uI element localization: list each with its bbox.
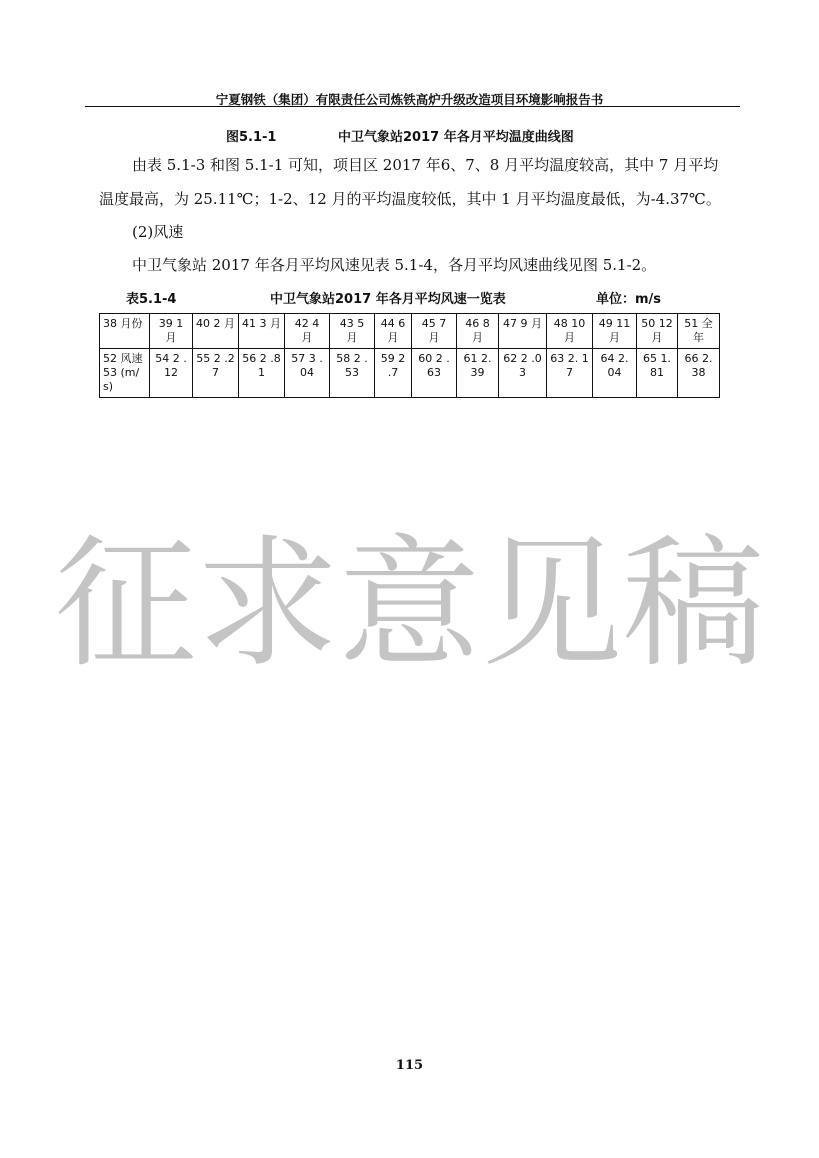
table-cell: 52 风速 53 (m/s) [100, 349, 150, 398]
section-heading: (2)风速 [132, 223, 184, 241]
wind-speed-table [99, 313, 720, 398]
table-cell: 58 2 .53 [330, 349, 375, 398]
table-cell: 44 6 月 [375, 314, 412, 349]
figure-label: 图5.1-1 [226, 130, 277, 145]
table-cell: 59 2 .7 [375, 349, 412, 398]
table-cell: 48 10 月 [547, 314, 593, 349]
draft-watermark: 征求意见稿 [54, 522, 765, 687]
table-cell: 63 2. 17 [547, 349, 593, 398]
table-cell: 62 2 .03 [499, 349, 547, 398]
table-cell: 46 8 月 [457, 314, 499, 349]
paragraph-1-line-2: 温度最高，为 25.11℃；1-2、12 月的平均温度较低，其中 1 月平均温度最低，为-4.37℃。 [99, 190, 721, 208]
table-cell: 40 2 月 [193, 314, 239, 349]
header-rule [85, 106, 740, 107]
table-title: 中卫气象站2017 年各月平均风速一览表 [270, 292, 506, 307]
table-cell: 56 2 .81 [239, 349, 285, 398]
table-unit: 单位：m/s [596, 292, 662, 307]
page-number: 115 [395, 1058, 424, 1073]
table-cell: 66 2. 38 [678, 349, 720, 398]
table-label: 表5.1-4 [126, 292, 177, 307]
table-cell: 47 9 月 [499, 314, 547, 349]
table-cell: 42 4 月 [285, 314, 330, 349]
table-value-row [100, 349, 720, 398]
table-cell: 57 3 .04 [285, 349, 330, 398]
table-cell: 64 2. 04 [593, 349, 637, 398]
table-header-row [100, 314, 720, 349]
table-cell: 43 5 月 [330, 314, 375, 349]
table-cell: 38 月份 [100, 314, 150, 349]
paragraph-2: 中卫气象站 2017 年各月平均风速见表 5.1-4，各月平均风速曲线见图 5.1-2。 [132, 256, 657, 274]
figure-title: 中卫气象站2017 年各月平均温度曲线图 [338, 130, 574, 145]
table-cell: 61 2. 39 [457, 349, 499, 398]
table-cell: 65 1. 81 [637, 349, 678, 398]
table-cell: 45 7 月 [412, 314, 457, 349]
table-cell: 51 全年 [678, 314, 720, 349]
table-cell: 50 12 月 [637, 314, 678, 349]
table-cell: 54 2 .12 [150, 349, 193, 398]
table-cell: 60 2 .63 [412, 349, 457, 398]
table-cell: 41 3 月 [239, 314, 285, 349]
paragraph-1-line-1: 由表 5.1-3 和图 5.1-1 可知，项目区 2017 年6、7、8 月平均温度较高，其中 7 月平均 [132, 156, 719, 174]
table-cell: 39 1 月 [150, 314, 193, 349]
document-header: 宁夏钢铁（集团）有限责任公司炼铁高炉升级改造项目环境影响报告书 [215, 92, 604, 107]
table-cell: 55 2 .27 [193, 349, 239, 398]
table-cell: 49 11 月 [593, 314, 637, 349]
